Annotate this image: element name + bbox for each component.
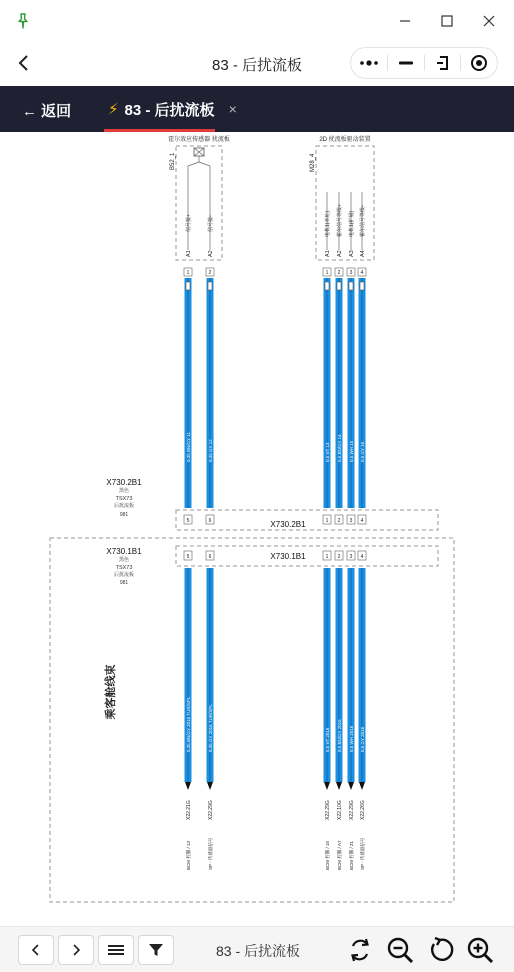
destination-label: SP - 传感器信号 bbox=[360, 837, 365, 870]
connector-x7301b1-num: 981 bbox=[119, 580, 129, 586]
connector-pin-number: 1 bbox=[325, 554, 329, 560]
wire-terminal bbox=[208, 282, 212, 290]
component-pin-desc: 霍尔信号等级- bbox=[360, 205, 366, 237]
next-page-button[interactable] bbox=[58, 935, 94, 965]
wire-code: 0.5 WH 15 bbox=[348, 440, 354, 462]
wire-arrow bbox=[348, 782, 354, 790]
zoom-in-button[interactable] bbox=[462, 933, 498, 967]
tab-current[interactable] bbox=[104, 86, 241, 132]
wire-code: 0.35 BN/GY 11 bbox=[185, 432, 191, 462]
back-label: ← 返回 bbox=[22, 103, 72, 120]
component-pin-label: A1 bbox=[325, 250, 331, 257]
connector-pin-number: 3 bbox=[349, 554, 353, 560]
wire-arrow bbox=[336, 782, 342, 790]
component-title-right: 2D 扰流板驱动装置 bbox=[319, 137, 371, 143]
rotate-icon bbox=[345, 935, 375, 965]
back-chevron-icon[interactable] bbox=[10, 48, 40, 78]
destination-label: BCM 控制 / A7 bbox=[337, 840, 342, 870]
destination-code: X22.21G bbox=[186, 800, 192, 820]
connector-pin-number: 4 bbox=[360, 554, 364, 560]
destination-label: SP - 传感器信号 bbox=[208, 837, 213, 870]
wire-terminal bbox=[325, 282, 329, 290]
connector-pin-number: 5 bbox=[186, 554, 190, 560]
destination-code: X22.26G bbox=[360, 800, 366, 820]
filter-icon bbox=[149, 943, 163, 957]
connector-pin-number: 6 bbox=[208, 554, 212, 560]
wire-arrow bbox=[185, 782, 191, 790]
connector-x7302b1-desc: 后扰流板 bbox=[113, 503, 135, 509]
tab-bar bbox=[0, 86, 514, 132]
connector-x7302b1-type: TSX73 bbox=[115, 496, 133, 502]
exit-icon[interactable] bbox=[425, 48, 461, 78]
destination-code: X22.29G bbox=[208, 800, 214, 820]
component-box-left bbox=[176, 146, 222, 260]
wire-terminal bbox=[337, 282, 341, 290]
rotate-button[interactable] bbox=[342, 933, 378, 967]
component-pin-label: A2 bbox=[337, 250, 343, 257]
wiring-diagram-canvas bbox=[0, 132, 514, 926]
wire-code: 0.5 VT 13 bbox=[324, 442, 330, 462]
component-pin-number: 1 bbox=[325, 270, 329, 276]
target-icon[interactable] bbox=[461, 48, 497, 78]
reset-icon bbox=[425, 935, 455, 965]
destination-label: BCM 控制 / 13 bbox=[186, 840, 191, 870]
destination-code: X22.29G bbox=[349, 800, 355, 820]
wire-terminal bbox=[186, 282, 190, 290]
minimize-icon[interactable] bbox=[390, 6, 420, 36]
window-titlebar bbox=[0, 0, 514, 42]
harness-region-label: 乘客舱线束 bbox=[105, 664, 117, 720]
wiring-diagram[interactable] bbox=[0, 132, 514, 926]
connector-pin-number: 4 bbox=[360, 518, 364, 524]
component-pin-number: 1 bbox=[186, 270, 190, 276]
wire-code: 0.5 GY 2016 bbox=[359, 726, 365, 752]
component-pin-number: 2 bbox=[208, 270, 212, 276]
connector-x7302b1-num: 981 bbox=[119, 512, 129, 518]
wire-code: 0.35 BN/GY 2016 TUR/SPL bbox=[185, 696, 191, 752]
close-icon[interactable] bbox=[474, 6, 504, 36]
prev-page-button[interactable] bbox=[18, 935, 54, 965]
chevron-left-icon bbox=[30, 944, 42, 956]
wire-code: 0.35 GY 12 bbox=[207, 439, 213, 462]
destination-label: BCM 控制 / 15 bbox=[325, 840, 330, 870]
connector-x7302b1-box bbox=[176, 510, 438, 530]
wire-terminal bbox=[360, 282, 364, 290]
zoom-out-button[interactable] bbox=[382, 933, 418, 967]
component-pin-number: 3 bbox=[349, 270, 353, 276]
destination-code: X22.10G bbox=[337, 800, 343, 820]
tab-label: 83 - 后扰流板 bbox=[124, 101, 215, 119]
wire-code: 0.5 VT 2016 bbox=[324, 727, 330, 752]
connector-x7301b1-color: 黑色 bbox=[118, 557, 130, 563]
wire-code: 0.35 GY 2016 TUR/SPL bbox=[207, 704, 213, 752]
tab-close-icon[interactable]: × bbox=[228, 101, 237, 117]
wire-arrow bbox=[207, 782, 213, 790]
component-pin-desc: 电机1(扩展) bbox=[349, 210, 355, 237]
connector-pin-number: 2 bbox=[337, 518, 341, 524]
connector-pin-number: 2 bbox=[337, 554, 341, 560]
maximize-icon[interactable] bbox=[432, 6, 462, 36]
component-code-left: B52_1 bbox=[170, 152, 176, 170]
connector-x7301b1-name: X730.1B1 bbox=[106, 547, 142, 556]
filter-button[interactable] bbox=[138, 935, 174, 965]
bottom-title: 83 - 后扰流板 bbox=[215, 943, 300, 959]
component-pin-number: 2 bbox=[337, 270, 341, 276]
connector-pin-number: 3 bbox=[349, 518, 353, 524]
zoom-out-icon bbox=[385, 935, 415, 965]
wire-code: 0.5 BN/GY 14 bbox=[336, 434, 342, 462]
destination-code: X22.29G bbox=[325, 800, 331, 820]
component-pin-desc: 电机1(本址) bbox=[325, 210, 331, 237]
connector-x7301b1-type: TSX73 bbox=[115, 565, 133, 571]
wire-terminal bbox=[349, 282, 353, 290]
component-pin-label: A4 bbox=[360, 250, 366, 257]
connector-x7301b1-label: X730.1B1 bbox=[270, 552, 306, 561]
capsule-minimize-icon[interactable] bbox=[388, 48, 424, 78]
component-pin-label: A3 bbox=[349, 250, 355, 257]
component-pin-label: A2 bbox=[208, 250, 214, 257]
connector-x7301b1-desc: 后扰流板 bbox=[113, 572, 135, 578]
component-pin-label: A1 bbox=[186, 250, 192, 257]
reset-button[interactable] bbox=[422, 933, 458, 967]
component-pin-number: 4 bbox=[360, 270, 364, 276]
mini-program-capsule bbox=[350, 47, 498, 79]
wire-arrow bbox=[359, 782, 365, 790]
menu-icon bbox=[108, 944, 124, 956]
wire-code: 0.5 WH 2016 bbox=[348, 725, 354, 752]
zoom-in-icon bbox=[465, 935, 495, 965]
bottom-toolbar bbox=[0, 926, 514, 972]
connector-x7302b1-color: 黑色 bbox=[118, 488, 130, 494]
component-title-left: 霍尔效应传感器 扰流板 bbox=[168, 137, 230, 143]
page-title: 83 - 后扰流板 bbox=[211, 57, 302, 74]
connector-pin-number: 5 bbox=[186, 518, 190, 524]
menu-button[interactable] bbox=[98, 935, 134, 965]
back-button[interactable] bbox=[22, 100, 71, 121]
sensor-lead bbox=[188, 156, 199, 250]
component-code-right: M28_4 bbox=[310, 153, 316, 172]
component-pin-desc: 信号接+ bbox=[186, 214, 192, 232]
connector-pin-number: 1 bbox=[325, 518, 329, 524]
connector-x7302b1-name: X730.2B1 bbox=[106, 478, 142, 487]
wire-code: 0.5 BN/GY 2016 bbox=[336, 719, 342, 752]
component-box-right bbox=[316, 146, 374, 260]
component-pin-desc: 霍尔信号等级+ bbox=[337, 204, 343, 237]
connector-pin-number: 6 bbox=[208, 518, 212, 524]
sensor-lead bbox=[199, 162, 210, 250]
pin-icon[interactable] bbox=[8, 6, 38, 36]
chevron-right-icon bbox=[70, 944, 82, 956]
connector-x7302b1-label: X730.2B1 bbox=[270, 520, 306, 529]
wire-arrow bbox=[324, 782, 330, 790]
more-icon[interactable] bbox=[351, 48, 387, 78]
app-header bbox=[0, 42, 514, 86]
component-pin-desc: 信号接- bbox=[208, 215, 214, 232]
wire-code: 0.5 GY 16 bbox=[359, 441, 365, 462]
lightning-icon: ⚡ bbox=[108, 101, 119, 118]
connector-x7301b1-box bbox=[176, 546, 438, 566]
destination-label: BCM 控制 / 21 bbox=[349, 840, 354, 870]
